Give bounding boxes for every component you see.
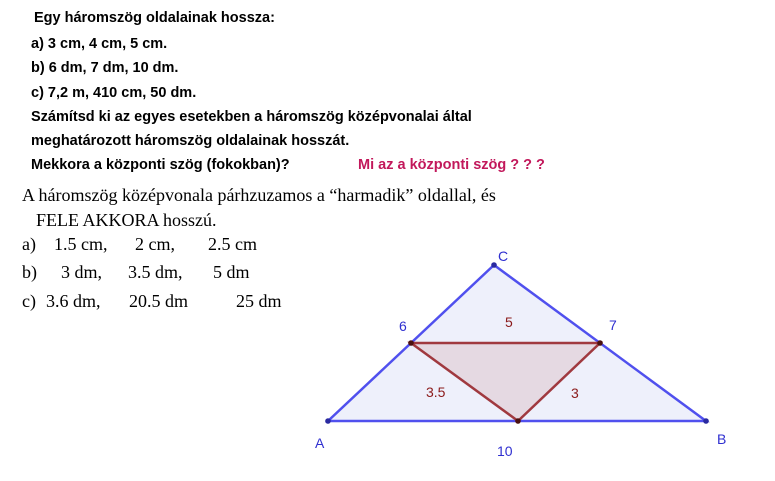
vertex-point-a — [325, 418, 331, 424]
answer-value: 1.5 cm, — [54, 234, 108, 254]
problem-title: Egy háromszög oldalainak hossza: — [34, 10, 275, 26]
problem-task-line2: meghatározott háromszög oldalainak hosszát. — [31, 133, 350, 149]
midpoint-bc — [597, 340, 603, 346]
midline-label-left: 3.5 — [426, 384, 446, 400]
answer-value: 20.5 dm — [129, 291, 189, 311]
side-label-bc: 7 — [609, 317, 617, 333]
answer-value: 2 cm, — [135, 234, 175, 254]
vertex-label-b: B — [717, 431, 727, 447]
vertex-point-b — [703, 418, 709, 424]
problem-case-b: b) 6 dm, 7 dm, 10 dm. — [31, 60, 179, 76]
answer-label: a) — [22, 234, 36, 254]
remark-central-angle: Mi az a központi szög ? ? ? — [358, 157, 545, 173]
answer-label: c) — [22, 291, 36, 311]
problem-case-a: a) 3 cm, 4 cm, 5 cm. — [31, 36, 168, 52]
midpoint-ab — [515, 418, 521, 424]
solution-line1: A háromszög középvonala párhzuzamos a “harmadik” oldallal, és — [22, 185, 496, 205]
answer-value: 2.5 cm — [208, 234, 257, 254]
side-label-ac: 6 — [399, 318, 407, 334]
answer-value: 5 dm — [213, 262, 250, 282]
vertex-label-a: A — [315, 435, 325, 451]
midline-label-top: 5 — [505, 314, 513, 330]
side-label-ab: 10 — [497, 443, 513, 459]
solution-line2: FELE AKKORA hosszú. — [36, 210, 217, 230]
answer-value: 3 dm, — [61, 262, 103, 282]
midpoint-ac — [408, 340, 414, 346]
midline-label-right: 3 — [571, 385, 579, 401]
problem-case-c: c) 7,2 m, 410 cm, 50 dm. — [31, 85, 197, 101]
answer-value: 3.5 dm, — [128, 262, 183, 282]
answer-label: b) — [22, 262, 37, 282]
vertex-point-c — [491, 262, 497, 268]
problem-question: Mekkora a központi szög (fokokban)? — [31, 157, 290, 173]
vertex-label-c: C — [498, 248, 509, 264]
answer-value: 25 dm — [236, 291, 282, 311]
answer-value: 3.6 dm, — [46, 291, 101, 311]
problem-task-line1: Számítsd ki az egyes esetekben a háromszög középvonalai által — [31, 109, 472, 125]
